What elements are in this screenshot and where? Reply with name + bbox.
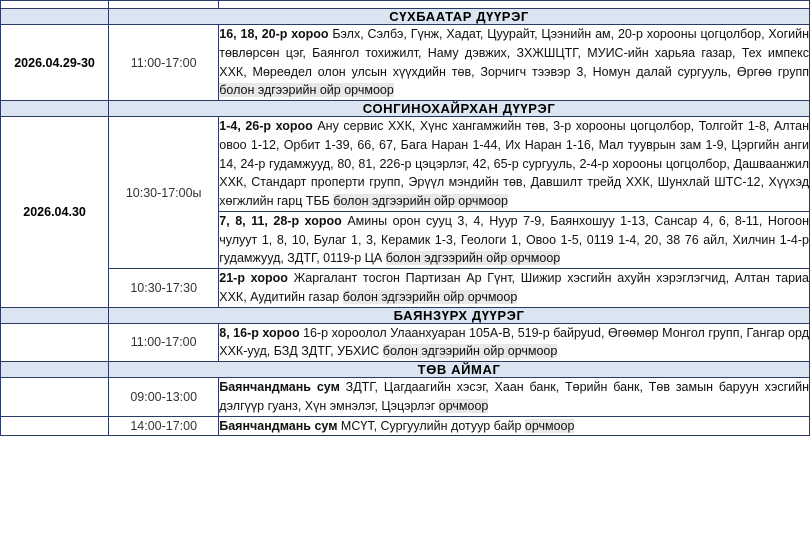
area-text: МСҮТ, Сургуулийн дотуур байр [337,418,525,433]
district-header-row [1,362,810,378]
area-lead: Баянчандмань сум [219,380,340,394]
description-cell [219,323,810,362]
description-cell [219,269,810,308]
area-text: 16-р хороолол Улаанхуаран 105А-В, 519-р байруud, Өгөөмөр Монгол групп, Гангар орд ХХК-ууд, БЗД ЗДТГ, УБХИС [219,325,809,359]
area-highlight: болон эдгээрийн ойр орчмоор [382,344,558,359]
table-row-partial [1,1,810,9]
time-cell: 11:00-17:00 [109,323,219,362]
area-highlight: болон эдгээрийн ойр орчмоор [333,194,508,208]
date-cell [1,1,109,9]
district-header-row [1,9,810,25]
area-text: Ану сервис ХХК, Хүнс хангамжийн төв, 3-р хорооны цогцолбор, Толгойт 1-8, Алтан овоо 1-12, Орбит 1-39, 66, 67, Бага Наран 1-44, Их Наран 1-16, Мал тууврын зам 1-9, Цэргийн анги 14, 24-р гудамжууд, 80, 81, 226-р цэцэрлэг, 42, 65-р сургууль, 2-4-р хорооны цогцолбор, Дашваанжил ХХК, Стандарт проперти групп, Эрүүл мэндийн төв, Давшилт трейд ХХК, Шунхлай ШТС-12, Хүүхэд хөгжлийн гарц ТББ [219,119,809,208]
area-text: Бэлх, Сэлбэ, Гүнж, Хадат, Цуурайт, Цээнийн ам, 20-р хорооны цогцолбор, Хогийн төвлөрсөн цэг, Баянгол тохижилт, Наму дэвжих, ЗХЖШЦТГ, МУИС-ийн харьяа газар, Тех импекс ХХК, Мөреөдел олон улсын хүүхдийн төв, Зорчигч тээвэр 3, Номун далай сургууль, Өргөө групп [219,27,809,79]
time-cell: 11:00-17:00 [109,25,219,101]
description-cell [219,1,810,9]
date-cell [1,323,109,362]
area-text: ЗДТГ, Цагдаагийн хэсэг, Хаан банк, Төрийн банк, Төв замын баруун хэсгийн дэлгүүр гуанз, Хүн эмнэлэг, Цэцэрлэг [219,380,810,413]
area-highlight: орчмоор [524,418,575,433]
table-row [1,416,810,436]
date-cell-empty [1,9,109,25]
time-cell: 09:00-13:00 [109,378,219,417]
district-header-row [1,101,810,117]
table-row [1,323,810,362]
date-cell-empty [1,362,109,378]
table-row [1,25,810,101]
time-cell [109,1,219,9]
district-title: БАЯНЗҮРХ ДҮҮРЭГ [109,307,810,323]
date-cell: 2026.04.29-30 [1,25,109,101]
date-cell-empty [1,307,109,323]
date-cell-empty [1,101,109,117]
description-cell [219,117,810,212]
district-title: СОНГИНОХАЙРХАН ДҮҮРЭГ [109,101,810,117]
date-cell: 2026.04.30 [1,117,109,308]
area-lead: Баянчандмань сум [219,418,338,433]
district-header-row [1,307,810,323]
table-row [1,378,810,417]
area-lead: 16, 18, 20-р хороо [219,27,329,41]
area-text: Амины орон сууц 3, 4, Нуур 7-9, Баянхошуу 1-13, Сансар 4, 6, 8-11, Ногоон чулуут 1, 8, 10, Булаг 1, 3, Керамик 1-3, Геологи 1, Овоо 1-5, 0119 1-4, 20, 38 76 айл, Хилчин 1-4-р гудамжууд, ЗДТГ, 0119-р ЦА [219,213,809,266]
area-text: Жаргалант тосгон Партизан Ар Гүнт, Шижир хэсгийн ахуйн хэрэглэгчид, Алтан тариа ХХК, Аудитийн газар [219,271,809,304]
area-lead: 8, 16-р хороо [219,325,300,340]
area-highlight: болон эдгээрийн ойр орчмоор [385,251,561,266]
area-highlight: болон эдгээрийн ойр орчмоор [342,289,518,304]
area-highlight: орчмоор [438,398,489,413]
description-cell [219,25,810,101]
time-cell: 10:30-17:00ы [109,117,219,269]
area-lead: 1-4, 26-р хороо [219,119,313,133]
district-title: ТӨВ АЙМАГ [109,362,810,378]
district-title: СҮХБААТАР ДҮҮРЭГ [109,9,810,25]
table-row [1,117,810,212]
time-cell: 14:00-17:00 [109,416,219,436]
time-cell: 10:30-17:30 [109,269,219,308]
area-lead: 7, 8, 11, 28-р хороо [219,213,342,228]
date-cell [1,416,109,436]
description-cell [219,211,810,268]
area-highlight: болон эдгээрийн ойр орчмоор [219,83,394,98]
area-lead: 21-р хороо [219,271,288,285]
description-cell [219,378,810,417]
table-row [1,269,810,308]
date-cell [1,378,109,417]
description-cell [219,416,810,436]
